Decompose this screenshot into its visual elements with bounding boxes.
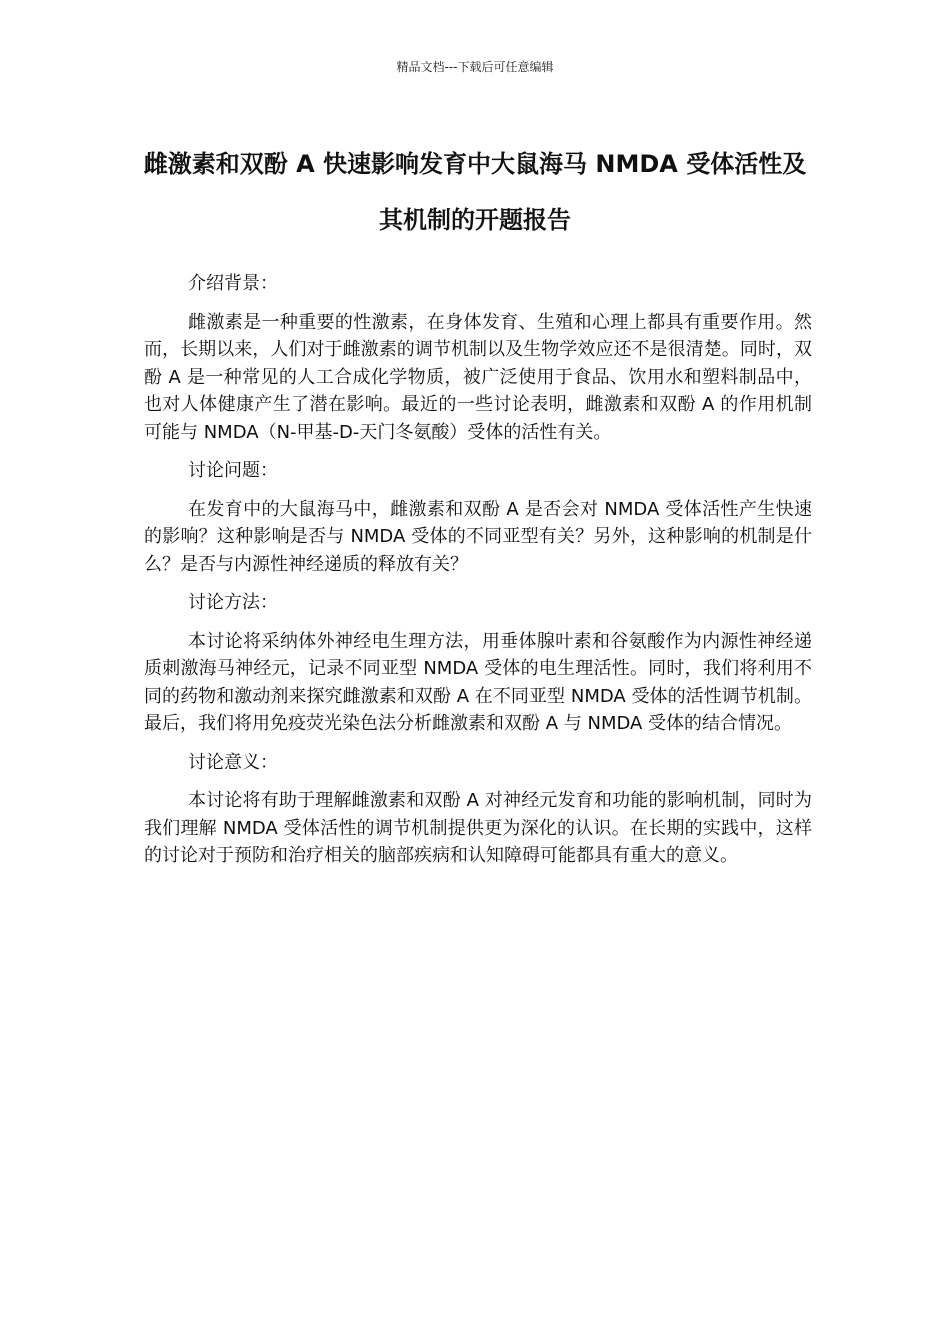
background-heading: 介绍背景： (188, 273, 278, 294)
method-paragraph: 本讨论将采纳体外神经电生理方法，用垂体腺叶素和谷氨酸作为内源性神经递质刺激海马神经元，记录不同亚型 NMDA 受体的电生理活性。同时，我们将利用不同的药物和激动剂来探究雌激素和双酚 A 在不同亚型 NMDA 受体的活性调节机制。最后，我们将用免疫荧光染色法分析雌激素和双酚 A 与 NMDA 受体的结合情况。 (144, 630, 812, 734)
document-body (144, 270, 812, 881)
method-heading: 讨论方法： (188, 592, 278, 613)
background-paragraph: 雌激素是一种重要的性激素，在身体发育、生殖和心理上都具有重要作用。然而，长期以来，人们对于雌激素的调节机制以及生物学效应还不是很清楚。同时，双酚 A 是一种常见的人工合成化学物质，被广泛使用于食品、饮用水和塑料制品中，也对人体健康产生了潜在影响。最近的一些讨论表明，雌激素和双酚 A 的作用机制可能与 NMDA（N-甲基-D-天门冬氨酸）受体的活性有关。 (144, 311, 812, 443)
significance-paragraph: 本讨论将有助于理解雌激素和双酚 A 对神经元发育和功能的影响机制，同时为我们理解 NMDA 受体活性的调节机制提供更为深化的认识。在长期的实践中，这样的讨论对于预防和治疗相关的脑部疾病和认知障碍可能都具有重大的意义。 (144, 790, 812, 866)
question-heading: 讨论问题： (188, 460, 278, 481)
question-paragraph: 在发育中的大鼠海马中，雌激素和双酚 A 是否会对 NMDA 受体活性产生快速的影响？这种影响是否与 NMDA 受体的不同亚型有关？另外，这种影响的机制是什么？是否与内源性神经递质的释放有关？ (144, 498, 812, 575)
document-title: 雌激素和双酚 A 快速影响发育中大鼠海马 NMDA 受体活性及其机制的开题报告 (143, 150, 807, 234)
page-header: 精品文档---下载后可任意编辑 (396, 60, 554, 74)
significance-heading: 讨论意义： (188, 751, 278, 773)
